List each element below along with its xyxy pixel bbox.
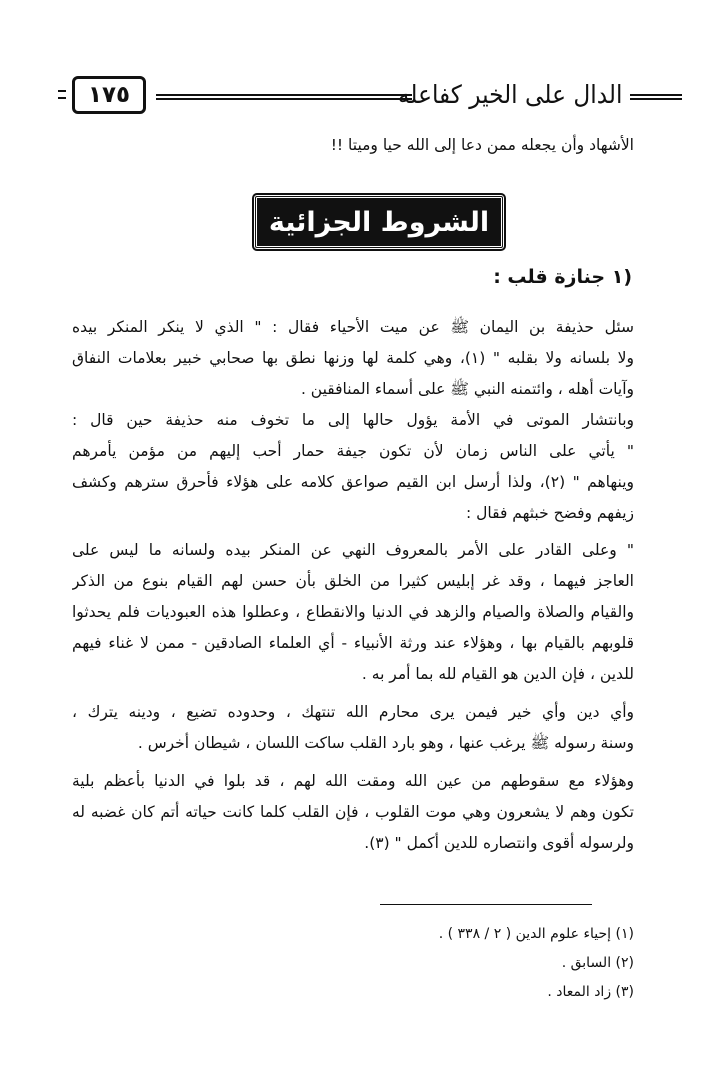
page-header [66, 76, 690, 120]
body-line-5: " يأتي على الناس زمان لأن تكون جيفة حمار أحب إليهم من مؤمن يأمرهم [72, 442, 634, 460]
body-line-13: وأي دين وأي خير فيمن يرى محارم الله تنتهك ، وحدوده تضيع ، ودينه يترك ، [72, 703, 634, 721]
body-line-7: زيفهم وفضح خبثهم فقال : [465, 504, 634, 522]
body-line-8: " وعلى القادر على الأمر بالمعروف النهي عن المنكر بيده ولسانه ما ليس على [72, 541, 634, 559]
footnote-2: (٢) السابق . [561, 955, 634, 971]
body-line-11: قلوبهم بالقيام بها ، وهؤلاء عند ورثة الأنبياء - أي العلماء الصادقين - ممن لا غناء فيهم [72, 634, 634, 652]
footnote-3: (٣) زاد المعاد . [547, 984, 634, 1000]
section-title: الشروط الجزائية [254, 195, 504, 249]
subsection-number: (١ [611, 266, 632, 288]
subsection-heading [493, 266, 632, 288]
body-line-17: ولرسوله أقوى وانتصاره للدين أكمل " (٣). [364, 834, 634, 852]
body-line-14: وسنة رسوله ﷺ يرغب عنها ، وهو بارد القلب ساكت اللسان ، شيطان أخرس . [137, 734, 634, 752]
header-rule-right [630, 94, 682, 100]
page-number: ١٧٥ [72, 76, 146, 114]
body-line-10: والقيام والصلاة والصيام والزهد في الدنيا والانقطاع ، وعطلوا هذه العبوديات فلم يحدثوا [72, 603, 634, 621]
intro-line: الأشهاد وأن يجعله ممن دعا إلى الله حيا وميتا !! [330, 136, 634, 154]
footnote-separator [380, 904, 592, 905]
footnote-1: (١) إحياء علوم الدين ( ٢ / ٣٣٨ ) . [438, 926, 634, 942]
body-line-6: وينهاهم " (٢)، ولذا أرسل ابن القيم صواعق كلامه على هؤلاء فأحرق سترهم وكشف [72, 473, 634, 491]
body-line-12: للدين ، فإن الدين هو القيام لله بما أمر به . [361, 665, 634, 683]
header-rule [156, 94, 412, 100]
body-line-2: ولا بلسانه ولا بقلبه " (١)، وهي كلمة لها وزنها نطق بها صحابي خبير بعلامات النفاق [72, 349, 634, 367]
body-line-3: وآيات أهله ، وائتمنه النبي ﷺ على أسماء المنافقين . [300, 380, 634, 398]
body-line-15: وهؤلاء مع سقوطهم من عين الله ومقت الله لهم ، قد بلوا في الدنيا بأعظم بلية [72, 772, 634, 790]
body-line-4: وبانتشار الموتى في الأمة يؤول حالها إلى ما تخوف منه حذيفة حين قال : [72, 411, 634, 429]
body-line-16: تكون وهم لا يشعرون وهي موت القلوب ، فإن القلب كلما كانت حياته أتم كان غضبه له [72, 803, 634, 821]
subsection-title: جنازة قلب : [493, 266, 606, 288]
running-title: الدال على الخير كفاعله [397, 80, 622, 109]
badge-ornament [58, 90, 66, 99]
body-line-1: سئل حذيفة بن اليمان ﷺ عن ميت الأحياء فقال : " الذي لا ينكر المنكر بيده [72, 318, 634, 336]
body-line-9: العاجز فيهما ، وقد غر إبليس كثيرا من الخلق بأن حسن لهم القيام بنوع من الذكر [72, 572, 634, 590]
